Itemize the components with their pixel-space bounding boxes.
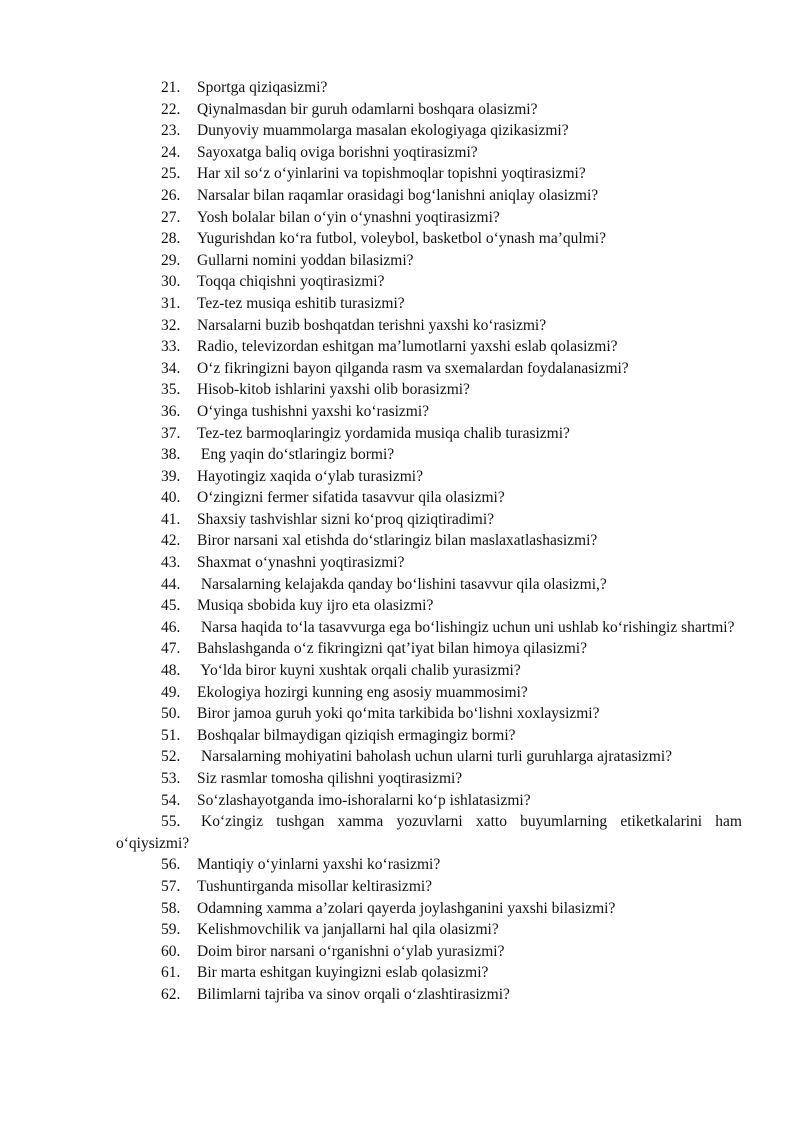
list-item xyxy=(116,487,742,509)
item-text: Yosh bolalar bilan o‘yin o‘ynashni yoqtirasizmi? xyxy=(197,208,500,226)
list-item xyxy=(116,77,742,99)
item-text: Radio, televizordan eshitgan ma’lumotlarni yaxshi eslab qolasizmi? xyxy=(197,338,618,356)
item-number: 41. xyxy=(161,510,181,528)
list-item xyxy=(116,682,742,704)
item-text: Boshqalar bilmaydigan qiziqish ermagingiz bormi? xyxy=(197,726,516,744)
list-item xyxy=(116,466,742,488)
list-item xyxy=(116,509,742,531)
list-item xyxy=(116,660,742,682)
list-item xyxy=(116,379,742,401)
item-number: 43. xyxy=(161,554,181,572)
item-number: 30. xyxy=(161,273,181,291)
item-text: Hayotingiz xaqida o‘ylab turasizmi? xyxy=(197,467,423,485)
item-number: 54. xyxy=(161,791,181,809)
item-text: Yugurishdan ko‘ra futbol, voleybol, basketbol o‘ynash ma’qulmi? xyxy=(197,230,606,248)
item-number: 59. xyxy=(161,921,181,939)
item-text: Narsalarning mohiyatini baholash uchun ularni turli guruhlarga ajratasizmi? xyxy=(201,748,673,766)
item-number: 52. xyxy=(161,748,181,766)
item-text: O‘z fikringizni bayon qilganda rasm va sxemalardan foydalanasizmi? xyxy=(197,359,629,377)
list-item xyxy=(116,854,742,876)
list-item xyxy=(116,423,742,445)
item-number: 35. xyxy=(161,381,181,399)
item-number: 25. xyxy=(161,165,181,183)
item-text: O‘yinga tushishni yaxshi ko‘rasizmi? xyxy=(197,402,430,420)
item-number: 48. xyxy=(161,662,181,680)
item-text: Shaxmat o‘ynashni yoqtirasizmi? xyxy=(197,554,405,572)
list-item xyxy=(116,120,742,142)
item-text: Shaxsiy tashvishlar sizni ko‘proq qiziqtiradimi? xyxy=(197,510,495,528)
list-item xyxy=(116,617,742,639)
item-number: 56. xyxy=(161,856,181,874)
list-item xyxy=(116,725,742,747)
item-text: Eng yaqin do‘stlaringiz bormi? xyxy=(197,446,395,464)
item-number: 27. xyxy=(161,208,181,226)
item-number: 34. xyxy=(161,359,181,377)
item-text: Biror jamoa guruh yoki qo‘mita tarkibida bo‘lishni xoxlaysizmi? xyxy=(197,705,600,723)
item-text: Kelishmovchilik va janjallarni hal qila olasizmi? xyxy=(197,921,499,939)
item-number: 42. xyxy=(161,532,181,550)
item-number: 57. xyxy=(161,877,181,895)
item-number: 53. xyxy=(161,770,181,787)
item-number: 31. xyxy=(161,294,181,312)
item-text: Bahslashganda o‘z fikringizni qat’iyat bilan himoya qilasizmi? xyxy=(197,640,587,658)
item-text: Tez-tez barmoqlaringiz yordamida musiqa chalib turasizmi? xyxy=(197,424,570,442)
item-number: 33. xyxy=(161,338,181,356)
item-text: Mantiqiy o‘yinlarni yaxshi ko‘rasizmi? xyxy=(197,856,441,874)
list-item xyxy=(116,444,742,466)
question-list xyxy=(116,77,742,1006)
list-item xyxy=(116,142,742,164)
list-item xyxy=(116,941,742,963)
item-number: 28. xyxy=(161,230,181,248)
list-item xyxy=(116,876,742,898)
item-number: 32. xyxy=(161,316,181,334)
item-text: Dunyoviy muammolarga masalan ekologiyaga qizikasizmi? xyxy=(197,122,569,140)
item-text: Sportga qiziqasizmi? xyxy=(197,79,328,96)
item-text: Hisob-kitob ishlarini yaxshi olib borasizmi? xyxy=(197,381,470,399)
item-text: Narsa haqida to‘la tasavvurga ega bo‘lishingiz uchun uni ushlab ko‘rishingiz shartmi? xyxy=(201,618,735,636)
list-item xyxy=(116,207,742,229)
list-item xyxy=(116,293,742,315)
item-number: 50. xyxy=(161,705,181,723)
item-text: Siz rasmlar tomosha qilishni yoqtirasizmi? xyxy=(197,770,463,787)
list-item xyxy=(116,315,742,337)
item-text: Ko‘zingiz tushgan xamma yozuvlarni xatto buyumlarning etiketkalarini ham o‘qiysizmi? xyxy=(116,813,742,852)
item-number: 37. xyxy=(161,424,181,442)
item-text: Ekologiya hozirgi kunning eng asosiy muammosimi? xyxy=(197,683,528,701)
item-text: Toqqa chiqishni yoqtirasizmi? xyxy=(197,273,385,291)
item-text: Narsalar bilan raqamlar orasidagi bog‘lanishni aniqlay olasizmi? xyxy=(197,186,599,204)
item-number: 47. xyxy=(161,640,181,658)
item-number: 23. xyxy=(161,122,181,140)
list-item xyxy=(116,898,742,920)
list-item xyxy=(116,746,742,768)
list-item xyxy=(116,250,742,272)
list-item xyxy=(116,185,742,207)
list-item xyxy=(116,574,742,596)
list-item xyxy=(116,790,742,812)
item-text: O‘zingizni fermer sifatida tasavvur qila olasizmi? xyxy=(197,489,505,507)
list-item xyxy=(116,271,742,293)
item-number: 26. xyxy=(161,186,181,204)
item-text: Yo‘lda biror kuyni xushtak orqali chalib yurasizmi? xyxy=(197,662,521,680)
item-text: Bilimlarni tajriba va sinov orqali o‘zlashtirasizmi? xyxy=(197,985,510,1003)
item-text: Qiynalmasdan bir guruh odamlarni boshqara olasizmi? xyxy=(197,100,538,118)
item-number: 58. xyxy=(161,899,181,917)
list-item xyxy=(116,595,742,617)
list-item xyxy=(116,401,742,423)
list-item xyxy=(116,919,742,941)
list-item xyxy=(116,99,742,121)
list-item xyxy=(116,984,742,1006)
item-number: 62. xyxy=(161,985,181,1003)
item-number: 51. xyxy=(161,726,181,744)
item-text: Doim biror narsani o‘rganishni o‘ylab yurasizmi? xyxy=(197,942,505,960)
list-item xyxy=(116,768,742,790)
item-number: 60. xyxy=(161,942,181,960)
item-number: 55. xyxy=(161,813,181,831)
item-number: 49. xyxy=(161,683,181,701)
item-number: 36. xyxy=(161,402,181,420)
item-number: 39. xyxy=(161,467,181,485)
item-text: Tushuntirganda misollar keltirasizmi? xyxy=(197,877,433,895)
item-text: Gullarni nomini yoddan bilasizmi? xyxy=(197,251,414,269)
item-number: 45. xyxy=(161,597,181,615)
item-text: Tez-tez musiqa eshitib turasizmi? xyxy=(197,294,405,312)
item-text: Bir marta eshitgan kuyingizni eslab qolasizmi? xyxy=(197,964,489,982)
item-text: Odamning xamma a’zolari qayerda joylashganini yaxshi bilasizmi? xyxy=(197,899,616,917)
item-text: Har xil so‘z o‘yinlarini va topishmoqlar topishni yoqtirasizmi? xyxy=(197,165,586,183)
item-number: 21. xyxy=(161,79,181,96)
item-text: Narsalarning kelajakda qanday bo‘lishini tasavvur qila olasizmi,? xyxy=(197,575,607,593)
item-text: Sayoxatga baliq oviga borishni yoqtirasizmi? xyxy=(197,143,478,161)
item-number: 29. xyxy=(161,251,181,269)
item-text: Musiqa sbobida kuy ijro eta olasizmi? xyxy=(197,597,434,615)
list-item xyxy=(116,638,742,660)
list-item xyxy=(116,811,742,854)
list-item xyxy=(116,962,742,984)
item-number: 40. xyxy=(161,489,181,507)
item-text: So‘zlashayotganda imo-ishoralarni ko‘p ishlatasizmi? xyxy=(197,791,531,809)
item-number: 44. xyxy=(161,575,181,593)
item-number: 61. xyxy=(161,964,181,982)
item-text: Biror narsani xal etishda do‘stlaringiz bilan maslaxatlashasizmi? xyxy=(197,532,598,550)
item-number: 46. xyxy=(161,618,181,636)
item-number: 22. xyxy=(161,100,181,118)
list-item xyxy=(116,163,742,185)
list-item xyxy=(116,228,742,250)
list-item xyxy=(116,552,742,574)
item-number: 24. xyxy=(161,143,181,161)
item-text: Narsalarni buzib boshqatdan terishni yaxshi ko‘rasizmi? xyxy=(197,316,547,334)
list-item xyxy=(116,336,742,358)
list-item xyxy=(116,703,742,725)
item-number: 38. xyxy=(161,446,181,464)
list-item xyxy=(116,530,742,552)
list-item xyxy=(116,358,742,380)
